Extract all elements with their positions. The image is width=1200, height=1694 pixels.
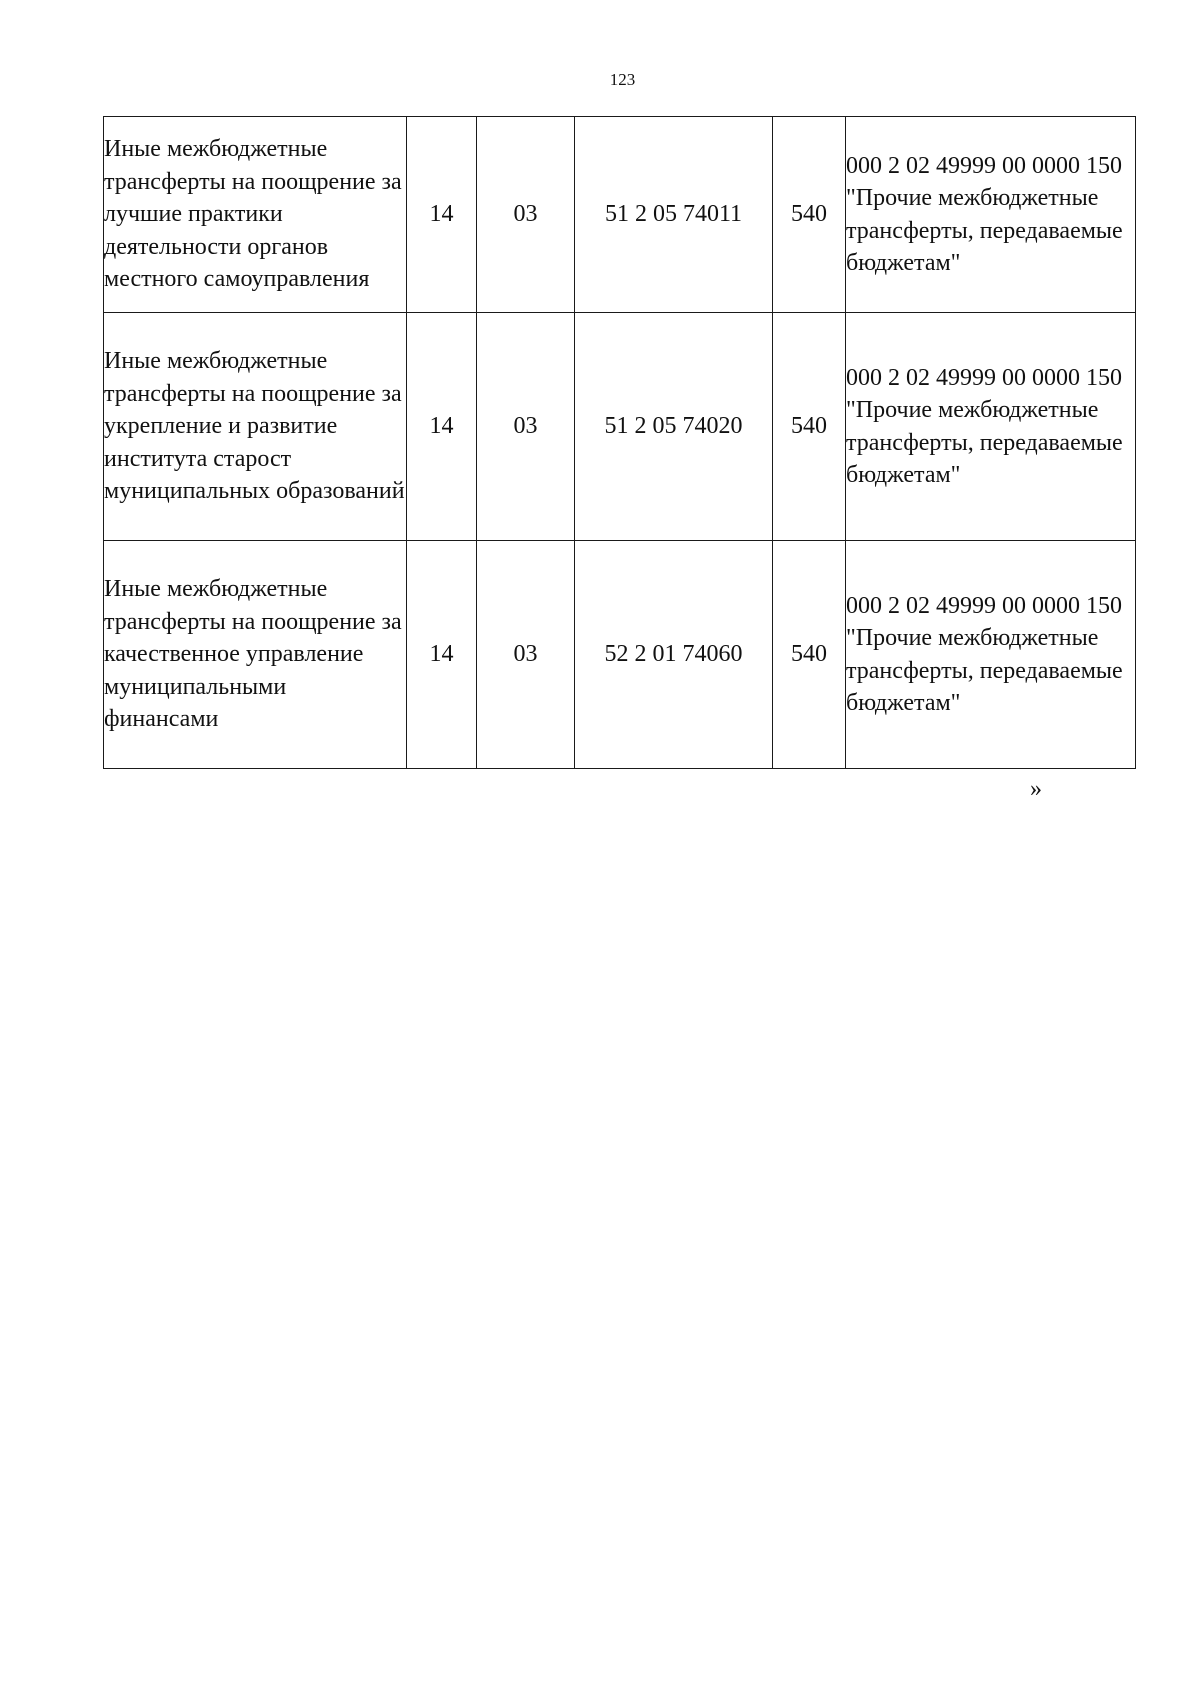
table-row xyxy=(104,313,1136,541)
page-number: 123 xyxy=(609,70,636,89)
expense-type-cell: 540 xyxy=(773,541,846,769)
expense-type-cell: 540 xyxy=(773,117,846,313)
closing-quote-mark: » xyxy=(1030,776,1042,802)
subsection-cell: 03 xyxy=(477,541,575,769)
table-row xyxy=(104,117,1136,313)
section-cell: 14 xyxy=(407,117,477,313)
subsection-cell: 03 xyxy=(477,117,575,313)
budget-code-cell: 000 2 02 49999 00 0000 150 "Прочие межбюджетные трансферты, передаваемые бюджетам" xyxy=(846,313,1136,541)
section-cell: 14 xyxy=(407,541,477,769)
target-article-cell: 52 2 01 74060 xyxy=(575,541,773,769)
budget-table xyxy=(103,116,1136,769)
target-article-cell: 51 2 05 74011 xyxy=(575,117,773,313)
subsection-cell: 03 xyxy=(477,313,575,541)
description-cell: Иные межбюджетные трансферты на поощрение за качественное управление муниципальными финансами xyxy=(104,541,407,769)
description-cell: Иные межбюджетные трансферты на поощрение за укрепление и развитие института старост муниципальных образований xyxy=(104,313,407,541)
budget-code-cell: 000 2 02 49999 00 0000 150 "Прочие межбюджетные трансферты, передаваемые бюджетам" xyxy=(846,541,1136,769)
table-row xyxy=(104,541,1136,769)
description-cell: Иные межбюджетные трансферты на поощрение за лучшие практики деятельности органов местного самоуправления xyxy=(104,117,407,313)
target-article-cell: 51 2 05 74020 xyxy=(575,313,773,541)
expense-type-cell: 540 xyxy=(773,313,846,541)
budget-code-cell: 000 2 02 49999 00 0000 150 "Прочие межбюджетные трансферты, передаваемые бюджетам" xyxy=(846,117,1136,313)
section-cell: 14 xyxy=(407,313,477,541)
